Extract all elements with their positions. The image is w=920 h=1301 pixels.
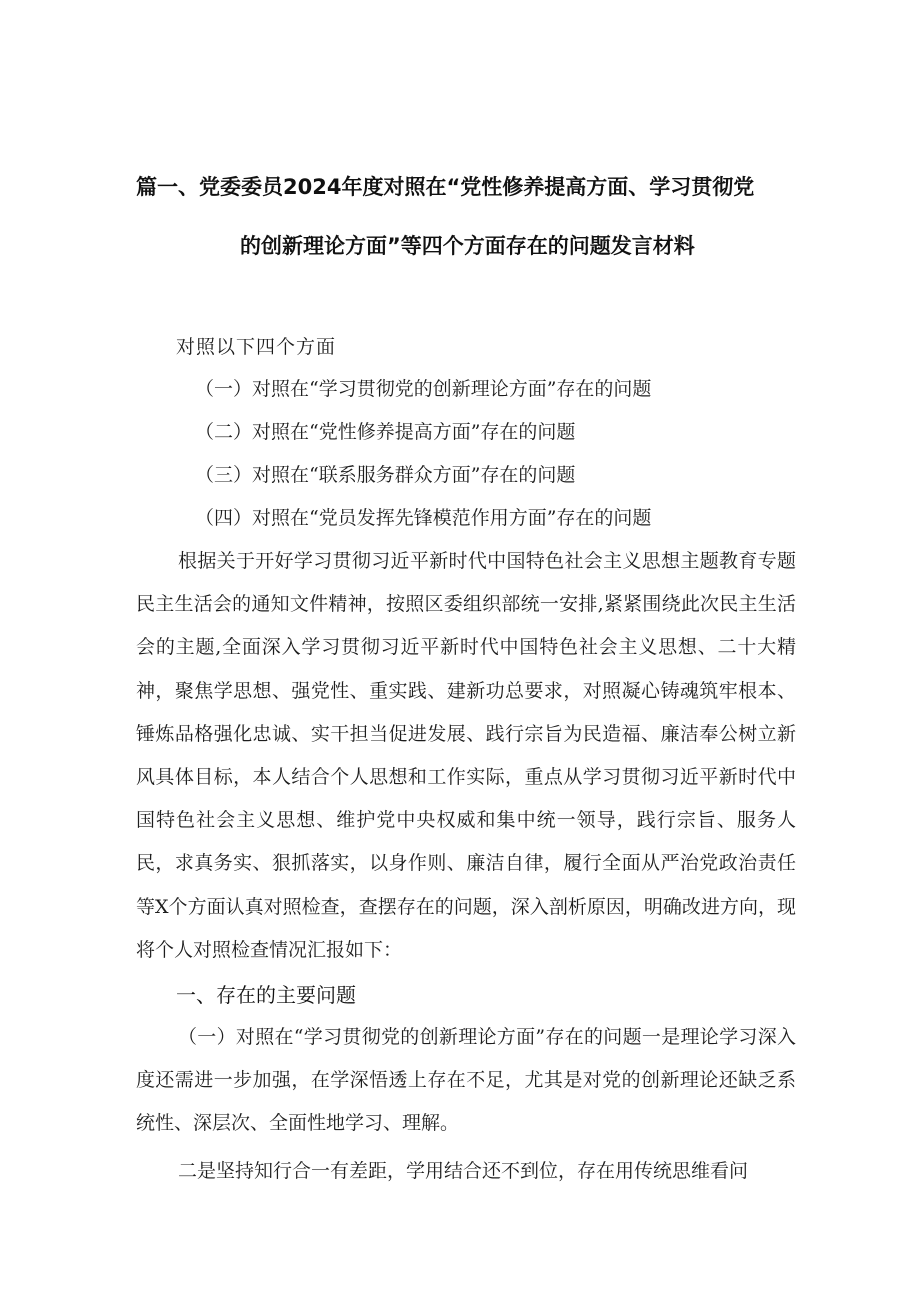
- document-title-line-2: 的创新理论方面”等四个方面存在的问题发言材料: [240, 234, 695, 258]
- section-heading: 一、存在的主要问题: [176, 983, 356, 1007]
- aspect-item-1: （一）对照在“学习贯彻党的创新理论方面”存在的问题: [195, 378, 652, 400]
- aspects-intro: 对照以下四个方面: [176, 336, 337, 358]
- sub-paragraph-1: （一）对照在“学习贯彻党的创新理论方面”存在的问题一是理论学习深入度还需进一步加强，在学深悟透上存在不足，尤其是对党的创新理论还缺乏系统性、深层次、全面性地学习、理解。: [136, 1026, 796, 1135]
- aspect-item-3: （三）对照在“联系服务群众方面”存在的问题: [195, 464, 576, 486]
- sub-paragraph-2: 二是坚持知行合一有差距，学用结合还不到位，存在用传统思维看问: [178, 1160, 749, 1182]
- body-paragraph: 根据关于开好学习贯彻习近平新时代中国特色社会主义思想主题教育专题民主生活会的通知文件精神，按照区委组织部统一安排,紧紧围绕此次民主生活会的主题,全面深入学习贯彻习近平新时代中国特色社会主义思想、二十大精神，聚焦学思想、强党性、重实践、建新功总要求，对照凝心铸魂筑牢根本、锤炼品格强化忠诚、实干担当促进发展、践行宗旨为民造福、廉洁奉公树立新风具体目标，本人结合个人思想和工作实际，重点从学习贯彻习近平新时代中国特色社会主义思想、维护党中央权威和集中统一领导，践行宗旨、服务人民，求真务实、狠抓落实，以身作则、廉洁自律，履行全面从严治党政治责任等X个方面认真对照检查，查摆存在的问题，深入剖析原因，明确改进方向，现将个人对照检查情况汇报如下：: [136, 550, 796, 961]
- aspect-item-2: （二）对照在“党性修养提高方面”存在的问题: [195, 421, 576, 443]
- document-title-line-1: 篇一、党委委员2024年度对照在“党性修养提高方面、学习贯彻党: [136, 175, 755, 199]
- aspect-item-4: （四）对照在“党员发挥先锋模范作用方面”存在的问题: [195, 507, 652, 529]
